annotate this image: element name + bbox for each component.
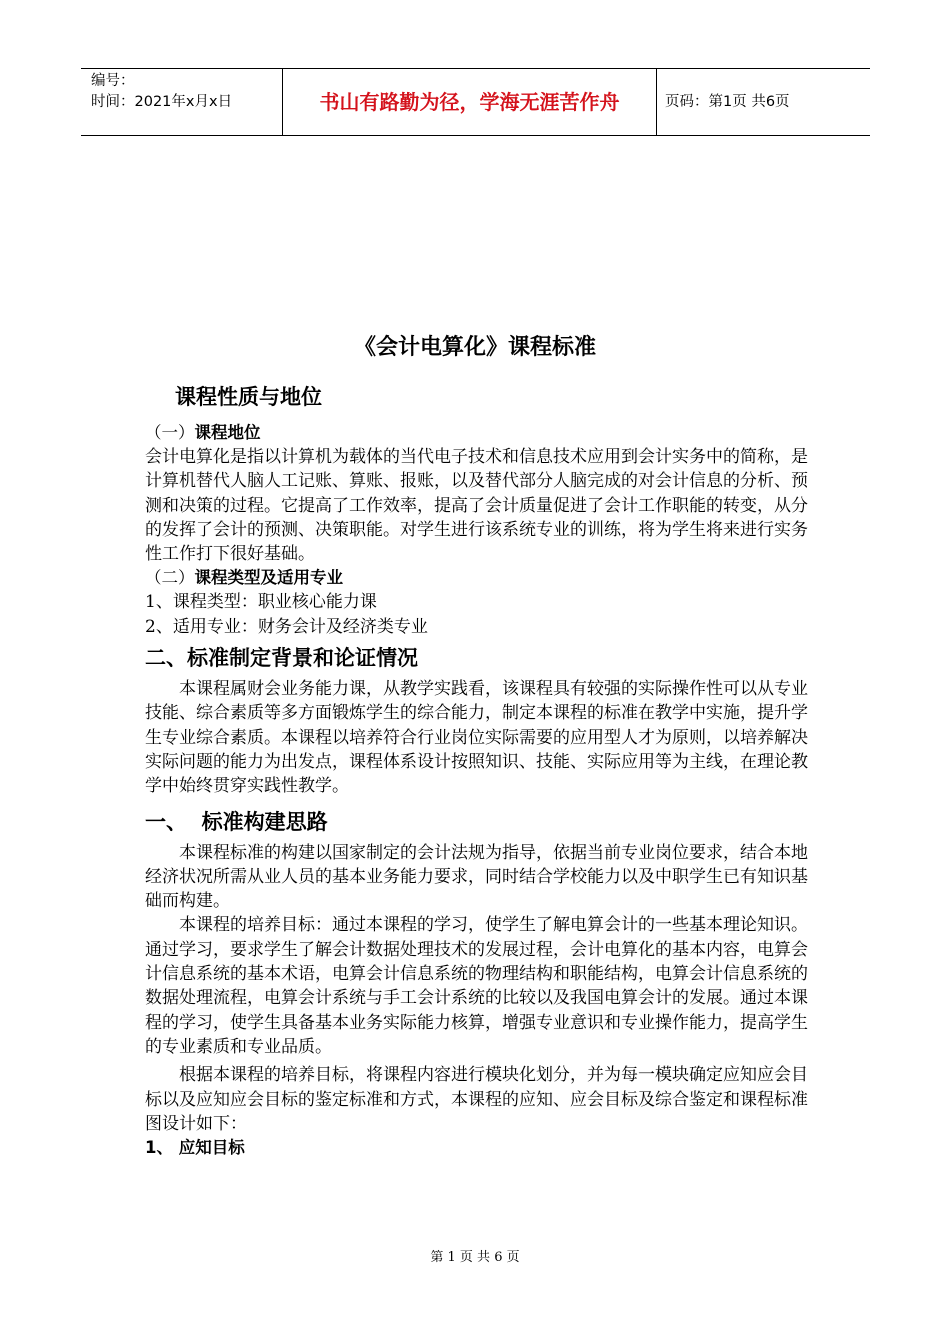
list-item-knowledge-goals: 1、 应知目标	[145, 1138, 245, 1158]
header-page-info: 页码：第1页 共6页	[665, 94, 790, 110]
document-header	[81, 68, 870, 136]
subsection2-title: 课程类型及适用专业	[194, 568, 343, 588]
subsection2-prefix: （二）	[145, 568, 195, 588]
header-meta	[81, 69, 283, 135]
document-title: 《会计电算化》课程标准	[353, 335, 596, 360]
document-body	[145, 380, 810, 1160]
number-label: 编号：	[91, 73, 135, 89]
paragraph-course-position: 会计电算化是指以计算机为载体的当代电子技术和信息技术应用到会计实务中的简称，是计算机替代人脑人工记账、算账、报账，以及替代部分人脑完成的对会计信息的分析、预测和决策的过程。它提高了工作效率，提高了会计质量促进了会计工作职能的转变，从分的发挥了会计的预测、决策职能。对学生进行该系统专业的训练，将为学生将来进行实务性工作打下很好基础。	[145, 447, 808, 565]
header-motto: 书山有路勤为径，学海无涯苦作舟	[283, 69, 657, 135]
section2-heading: 二、标准制定背景和论证情况	[145, 646, 418, 671]
subsection1-heading	[145, 421, 810, 445]
paragraph-approach: 本课程标准的构建以国家制定的会计法规为指导，依据当前专业岗位要求，结合本地经济状况所需从业人员的基本业务能力要求，同时结合学校能力以及中职学生已有知识基础而构建。	[145, 842, 808, 912]
page-footer: 第 1 页 共 6 页	[430, 1250, 520, 1265]
paragraph-objectives: 本课程的培养目标：通过本课程的学习，使学生了解电算会计的一些基本理论知识。通过学习，要求学生了解会计数据处理技术的发展过程，会计电算化的基本内容，电算会计信息系统的基本术语，电算会计信息系统的物理结构和职能结构，电算会计信息系统的数据处理流程，电算会计系统与手工会计系统的比较以及我国电算会计的发展。通过本课程的学习，使学生具备基本业务实际能力核算，增强专业意识和专业操作能力，提高学生的专业素质和专业品质。	[145, 915, 808, 1057]
subsection1-title: 课程地位	[194, 423, 261, 442]
date-line: 时间：2021年x月x日	[91, 94, 233, 110]
subsection1-prefix: （一）	[145, 423, 195, 442]
subsection2-heading	[145, 566, 810, 590]
section1-heading: 课程性质与地位	[175, 385, 322, 409]
list-item-course-type: 1、课程类型：职业核心能力课	[145, 592, 377, 613]
list-item-majors: 2、适用专业：财务会计及经济类专业	[145, 616, 428, 637]
paragraph-modules: 根据本课程的培养目标，将课程内容进行模块化划分，并为每一模块确定应知应会目标以及应知应会目标的鉴定标准和方式，本课程的应知、应会目标及综合鉴定和课程标准图设计如下：	[145, 1065, 808, 1134]
section3-heading: 一、 标准构建思路	[145, 809, 328, 834]
paragraph-background: 本课程属财会业务能力课，从教学实践看，该课程具有较强的实际操作性可以从专业技能、综合素质等多方面锻炼学生的综合能力，制定本课程的标准在教学中实施，提升学生专业综合素质。本课程以培养符合行业岗位实际需要的应用型人才为原则，以培养解决实际问题的能力为出发点，课程体系设计按照知识、技能、实际应用等为主线，在理论教学中始终贯穿实践性教学。	[145, 679, 808, 797]
